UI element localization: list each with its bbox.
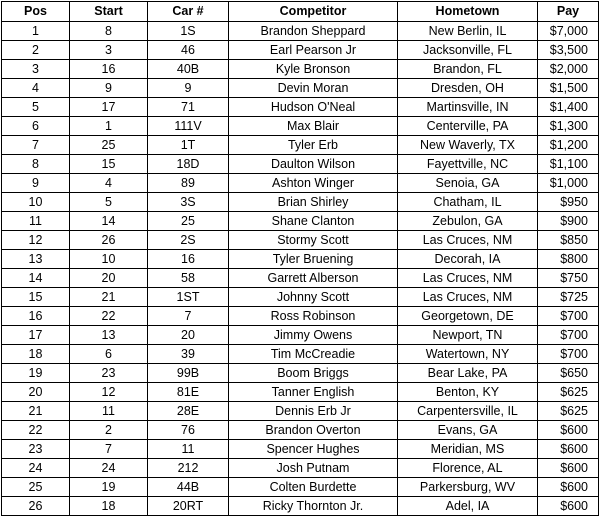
cell-hometown: Newport, TN <box>398 326 538 345</box>
cell-pay: $1,200 <box>538 136 599 155</box>
cell-pay: $1,400 <box>538 98 599 117</box>
cell-car-number: 20RT <box>148 497 229 516</box>
cell-start: 7 <box>70 440 148 459</box>
cell-pos: 9 <box>2 174 70 193</box>
cell-pos: 2 <box>2 41 70 60</box>
cell-pay: $600 <box>538 459 599 478</box>
cell-hometown: Fayettville, NC <box>398 155 538 174</box>
header-competitor: Competitor <box>229 2 398 22</box>
cell-pay: $2,000 <box>538 60 599 79</box>
cell-hometown: New Waverly, TX <box>398 136 538 155</box>
cell-pay: $900 <box>538 212 599 231</box>
cell-start: 26 <box>70 231 148 250</box>
cell-start: 22 <box>70 307 148 326</box>
cell-start: 16 <box>70 60 148 79</box>
cell-car-number: 16 <box>148 250 229 269</box>
cell-car-number: 212 <box>148 459 229 478</box>
cell-start: 12 <box>70 383 148 402</box>
cell-pos: 26 <box>2 497 70 516</box>
cell-hometown: Decorah, IA <box>398 250 538 269</box>
cell-pos: 6 <box>2 117 70 136</box>
cell-pos: 16 <box>2 307 70 326</box>
cell-start: 24 <box>70 459 148 478</box>
cell-start: 25 <box>70 136 148 155</box>
cell-start: 10 <box>70 250 148 269</box>
cell-competitor: Brian Shirley <box>229 193 398 212</box>
cell-pos: 7 <box>2 136 70 155</box>
cell-hometown: Meridian, MS <box>398 440 538 459</box>
table-row <box>2 383 599 402</box>
cell-hometown: Zebulon, GA <box>398 212 538 231</box>
cell-competitor: Kyle Bronson <box>229 60 398 79</box>
cell-competitor: Brandon Overton <box>229 421 398 440</box>
cell-start: 11 <box>70 402 148 421</box>
cell-hometown: Adel, IA <box>398 497 538 516</box>
table-row <box>2 212 599 231</box>
cell-hometown: Jacksonville, FL <box>398 41 538 60</box>
cell-competitor: Brandon Sheppard <box>229 22 398 41</box>
cell-car-number: 99B <box>148 364 229 383</box>
header-hometown: Hometown <box>398 2 538 22</box>
table-row <box>2 307 599 326</box>
cell-pos: 3 <box>2 60 70 79</box>
table-row <box>2 440 599 459</box>
cell-start: 18 <box>70 497 148 516</box>
cell-hometown: Benton, KY <box>398 383 538 402</box>
cell-pos: 11 <box>2 212 70 231</box>
cell-competitor: Max Blair <box>229 117 398 136</box>
cell-hometown: Las Cruces, NM <box>398 231 538 250</box>
cell-car-number: 1T <box>148 136 229 155</box>
cell-pay: $850 <box>538 231 599 250</box>
cell-pos: 1 <box>2 22 70 41</box>
results-table-header <box>2 2 599 22</box>
header-pos: Pos <box>2 2 70 22</box>
header-pay: Pay <box>538 2 599 22</box>
table-row <box>2 60 599 79</box>
cell-hometown: Parkersburg, WV <box>398 478 538 497</box>
cell-start: 5 <box>70 193 148 212</box>
table-row <box>2 174 599 193</box>
cell-hometown: Georgetown, DE <box>398 307 538 326</box>
table-row <box>2 250 599 269</box>
cell-competitor: Earl Pearson Jr <box>229 41 398 60</box>
table-row <box>2 193 599 212</box>
cell-start: 19 <box>70 478 148 497</box>
results-table <box>1 1 599 516</box>
cell-car-number: 46 <box>148 41 229 60</box>
table-row <box>2 345 599 364</box>
cell-competitor: Ashton Winger <box>229 174 398 193</box>
table-row <box>2 41 599 60</box>
cell-hometown: Las Cruces, NM <box>398 269 538 288</box>
table-row <box>2 497 599 516</box>
cell-hometown: Bear Lake, PA <box>398 364 538 383</box>
table-row <box>2 117 599 136</box>
cell-pay: $950 <box>538 193 599 212</box>
cell-pay: $600 <box>538 440 599 459</box>
table-row <box>2 79 599 98</box>
cell-start: 13 <box>70 326 148 345</box>
cell-car-number: 11 <box>148 440 229 459</box>
cell-competitor: Stormy Scott <box>229 231 398 250</box>
results-table-body <box>2 22 599 516</box>
cell-competitor: Shane Clanton <box>229 212 398 231</box>
cell-start: 2 <box>70 421 148 440</box>
cell-start: 17 <box>70 98 148 117</box>
cell-pos: 5 <box>2 98 70 117</box>
cell-pay: $725 <box>538 288 599 307</box>
table-row <box>2 326 599 345</box>
cell-pay: $600 <box>538 421 599 440</box>
cell-competitor: Tim McCreadie <box>229 345 398 364</box>
cell-competitor: Tyler Bruening <box>229 250 398 269</box>
cell-car-number: 76 <box>148 421 229 440</box>
cell-car-number: 71 <box>148 98 229 117</box>
table-row <box>2 288 599 307</box>
table-row <box>2 269 599 288</box>
cell-pos: 8 <box>2 155 70 174</box>
cell-pay: $625 <box>538 383 599 402</box>
cell-hometown: New Berlin, IL <box>398 22 538 41</box>
cell-competitor: Colten Burdette <box>229 478 398 497</box>
cell-pos: 4 <box>2 79 70 98</box>
cell-start: 8 <box>70 22 148 41</box>
cell-competitor: Johnny Scott <box>229 288 398 307</box>
cell-pos: 20 <box>2 383 70 402</box>
cell-start: 3 <box>70 41 148 60</box>
cell-start: 21 <box>70 288 148 307</box>
cell-competitor: Tanner English <box>229 383 398 402</box>
cell-start: 14 <box>70 212 148 231</box>
table-row <box>2 364 599 383</box>
cell-pos: 19 <box>2 364 70 383</box>
cell-pay: $700 <box>538 307 599 326</box>
cell-pos: 25 <box>2 478 70 497</box>
table-row <box>2 136 599 155</box>
cell-pay: $600 <box>538 478 599 497</box>
cell-car-number: 1ST <box>148 288 229 307</box>
cell-competitor: Daulton Wilson <box>229 155 398 174</box>
table-row <box>2 478 599 497</box>
cell-car-number: 44B <box>148 478 229 497</box>
cell-hometown: Evans, GA <box>398 421 538 440</box>
cell-car-number: 111V <box>148 117 229 136</box>
cell-car-number: 39 <box>148 345 229 364</box>
header-car-number: Car # <box>148 2 229 22</box>
cell-car-number: 58 <box>148 269 229 288</box>
cell-pos: 12 <box>2 231 70 250</box>
cell-pos: 21 <box>2 402 70 421</box>
cell-hometown: Centerville, PA <box>398 117 538 136</box>
cell-pay: $600 <box>538 497 599 516</box>
cell-competitor: Devin Moran <box>229 79 398 98</box>
cell-pay: $650 <box>538 364 599 383</box>
cell-competitor: Tyler Erb <box>229 136 398 155</box>
cell-pos: 22 <box>2 421 70 440</box>
cell-pay: $1,100 <box>538 155 599 174</box>
cell-pos: 10 <box>2 193 70 212</box>
cell-pos: 14 <box>2 269 70 288</box>
cell-car-number: 89 <box>148 174 229 193</box>
cell-car-number: 40B <box>148 60 229 79</box>
cell-pos: 15 <box>2 288 70 307</box>
cell-pos: 13 <box>2 250 70 269</box>
header-start: Start <box>70 2 148 22</box>
cell-pay: $3,500 <box>538 41 599 60</box>
cell-pos: 24 <box>2 459 70 478</box>
cell-competitor: Josh Putnam <box>229 459 398 478</box>
table-row <box>2 459 599 478</box>
cell-pos: 18 <box>2 345 70 364</box>
table-row <box>2 22 599 41</box>
cell-pay: $750 <box>538 269 599 288</box>
cell-car-number: 3S <box>148 193 229 212</box>
cell-car-number: 18D <box>148 155 229 174</box>
cell-competitor: Dennis Erb Jr <box>229 402 398 421</box>
cell-pay: $625 <box>538 402 599 421</box>
cell-pay: $700 <box>538 326 599 345</box>
cell-start: 23 <box>70 364 148 383</box>
cell-hometown: Martinsville, IN <box>398 98 538 117</box>
table-row <box>2 231 599 250</box>
cell-pos: 23 <box>2 440 70 459</box>
cell-hometown: Chatham, IL <box>398 193 538 212</box>
cell-pos: 17 <box>2 326 70 345</box>
cell-pay: $800 <box>538 250 599 269</box>
cell-pay: $1,300 <box>538 117 599 136</box>
cell-start: 20 <box>70 269 148 288</box>
cell-competitor: Ross Robinson <box>229 307 398 326</box>
cell-car-number: 20 <box>148 326 229 345</box>
cell-hometown: Brandon, FL <box>398 60 538 79</box>
cell-hometown: Senoia, GA <box>398 174 538 193</box>
cell-car-number: 1S <box>148 22 229 41</box>
cell-competitor: Spencer Hughes <box>229 440 398 459</box>
table-row <box>2 402 599 421</box>
cell-hometown: Florence, AL <box>398 459 538 478</box>
cell-competitor: Hudson O'Neal <box>229 98 398 117</box>
cell-hometown: Carpentersville, IL <box>398 402 538 421</box>
cell-start: 6 <box>70 345 148 364</box>
cell-start: 9 <box>70 79 148 98</box>
header-row <box>2 2 599 22</box>
cell-car-number: 25 <box>148 212 229 231</box>
cell-competitor: Ricky Thornton Jr. <box>229 497 398 516</box>
table-row <box>2 98 599 117</box>
cell-start: 15 <box>70 155 148 174</box>
cell-pay: $700 <box>538 345 599 364</box>
cell-car-number: 7 <box>148 307 229 326</box>
cell-pay: $1,500 <box>538 79 599 98</box>
cell-car-number: 2S <box>148 231 229 250</box>
table-row <box>2 421 599 440</box>
cell-hometown: Watertown, NY <box>398 345 538 364</box>
cell-car-number: 81E <box>148 383 229 402</box>
cell-start: 1 <box>70 117 148 136</box>
cell-hometown: Dresden, OH <box>398 79 538 98</box>
table-row <box>2 155 599 174</box>
cell-pay: $7,000 <box>538 22 599 41</box>
cell-hometown: Las Cruces, NM <box>398 288 538 307</box>
cell-competitor: Jimmy Owens <box>229 326 398 345</box>
cell-competitor: Garrett Alberson <box>229 269 398 288</box>
cell-competitor: Boom Briggs <box>229 364 398 383</box>
cell-pay: $1,000 <box>538 174 599 193</box>
cell-start: 4 <box>70 174 148 193</box>
cell-car-number: 28E <box>148 402 229 421</box>
cell-car-number: 9 <box>148 79 229 98</box>
